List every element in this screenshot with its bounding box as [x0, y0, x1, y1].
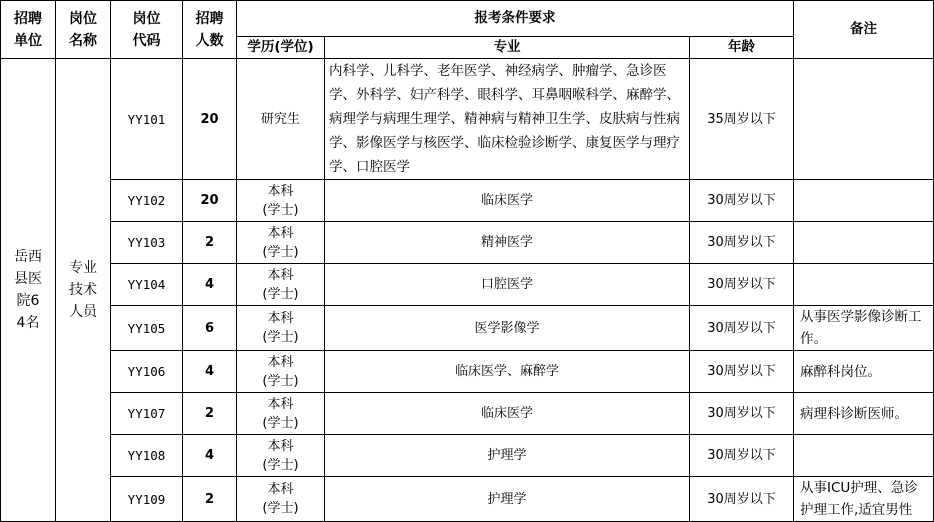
remark-cell: 从事ICU护理、急诊护理工作,适宜男性: [794, 477, 934, 522]
remark-cell: [794, 222, 934, 264]
table-row: [1, 306, 934, 351]
age-cell: 35周岁以下: [690, 59, 794, 180]
major-cell: 内科学、儿科学、老年医学、神经病学、肿瘤学、急诊医学、外科学、妇产科学、眼科学、耳鼻咽喉科学、麻醉学、病理学与病理生理学、精神病与精神卫生学、皮肤病与性病学、影像医学与核医学、临床检验诊断学、康复医学与理疗学、口腔医学: [325, 59, 690, 180]
age-cell: 30周岁以下: [690, 180, 794, 222]
remark-cell: [794, 435, 934, 477]
count-cell: 2: [183, 222, 237, 264]
count-cell: 20: [183, 59, 237, 180]
table-row: [1, 351, 934, 393]
table-row: [1, 180, 934, 222]
remark-cell: 病理科诊断医师。: [794, 393, 934, 435]
header-age: 年龄: [690, 37, 794, 59]
major-cell: 护理学: [325, 477, 690, 522]
table-row: [1, 59, 934, 180]
age-cell: 30周岁以下: [690, 477, 794, 522]
count-cell: 4: [183, 351, 237, 393]
education-cell: 研究生: [237, 59, 325, 180]
age-cell: 30周岁以下: [690, 435, 794, 477]
position-name-cell: 专业技术人员: [56, 59, 111, 522]
position-code-cell: YY104: [111, 264, 183, 306]
education-cell: 本科 (学士): [237, 180, 325, 222]
unit-cell: 岳西县医院64名: [1, 59, 56, 522]
header-conditions: 报考条件要求: [237, 1, 794, 37]
header-unit: 招聘单位: [1, 1, 56, 59]
education-cell: 本科 (学士): [237, 306, 325, 351]
education-cell: 本科 (学士): [237, 351, 325, 393]
major-cell: 精神医学: [325, 222, 690, 264]
header-major: 专业: [325, 37, 690, 59]
position-code-cell: YY102: [111, 180, 183, 222]
remark-cell: 麻醉科岗位。: [794, 351, 934, 393]
table-row: [1, 222, 934, 264]
position-code-cell: YY108: [111, 435, 183, 477]
remark-cell: [794, 180, 934, 222]
remark-cell: [794, 264, 934, 306]
count-cell: 6: [183, 306, 237, 351]
education-cell: 本科 (学士): [237, 477, 325, 522]
header-count: 招聘人数: [183, 1, 237, 59]
remark-cell: 从事医学影像诊断工作。: [794, 306, 934, 351]
position-code-cell: YY107: [111, 393, 183, 435]
major-cell: 口腔医学: [325, 264, 690, 306]
education-cell: 本科 (学士): [237, 222, 325, 264]
header-remark: 备注: [794, 1, 934, 59]
age-cell: 30周岁以下: [690, 222, 794, 264]
count-cell: 4: [183, 264, 237, 306]
count-cell: 4: [183, 435, 237, 477]
count-cell: 2: [183, 393, 237, 435]
major-cell: 医学影像学: [325, 306, 690, 351]
table-row: [1, 477, 934, 522]
table-row: [1, 264, 934, 306]
age-cell: 30周岁以下: [690, 306, 794, 351]
major-cell: 护理学: [325, 435, 690, 477]
age-cell: 30周岁以下: [690, 351, 794, 393]
major-cell: 临床医学、麻醉学: [325, 351, 690, 393]
position-code-cell: YY101: [111, 59, 183, 180]
position-code-cell: YY105: [111, 306, 183, 351]
header-education: 学历(学位): [237, 37, 325, 59]
count-cell: 20: [183, 180, 237, 222]
table-row: [1, 393, 934, 435]
header-row: [1, 1, 934, 37]
count-cell: 2: [183, 477, 237, 522]
age-cell: 30周岁以下: [690, 264, 794, 306]
major-cell: 临床医学: [325, 180, 690, 222]
education-cell: 本科 (学士): [237, 435, 325, 477]
major-cell: 临床医学: [325, 393, 690, 435]
education-cell: 本科 (学士): [237, 264, 325, 306]
position-code-cell: YY106: [111, 351, 183, 393]
remark-cell: [794, 59, 934, 180]
header-position-code: 岗位代码: [111, 1, 183, 59]
header-position-name: 岗位名称: [56, 1, 111, 59]
table-row: [1, 435, 934, 477]
age-cell: 30周岁以下: [690, 393, 794, 435]
position-code-cell: YY109: [111, 477, 183, 522]
education-cell: 本科 (学士): [237, 393, 325, 435]
position-code-cell: YY103: [111, 222, 183, 264]
